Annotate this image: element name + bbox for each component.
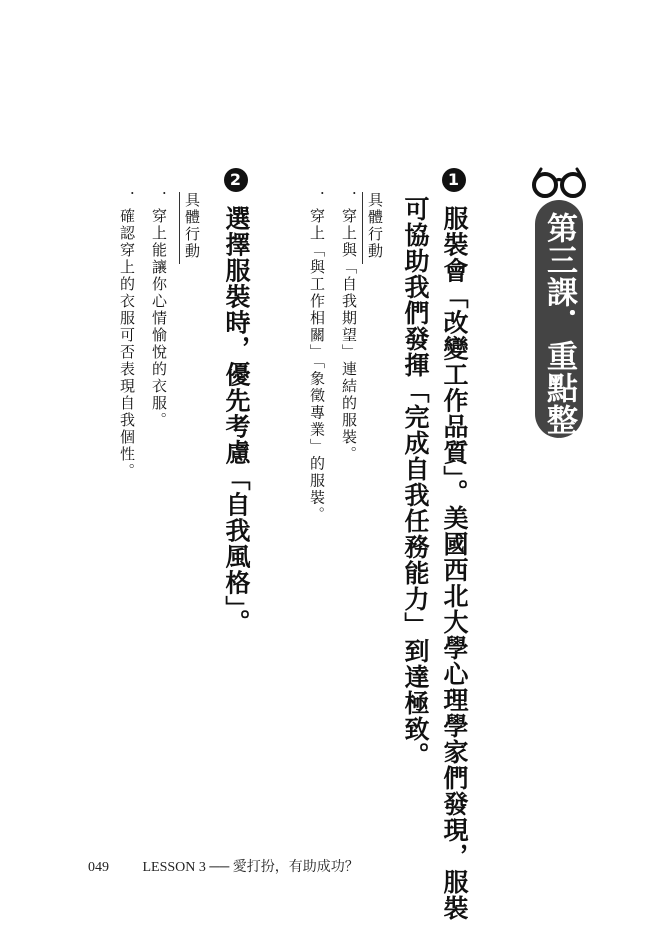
point-2-line-1 — [221, 168, 251, 635]
point-2-action-2: ．確認穿上的衣服可否表現自我個性。 — [118, 191, 136, 480]
point-1-action-divider — [362, 192, 363, 264]
running-head: LESSON 3 ── 愛打扮，有助成功？ — [142, 860, 359, 875]
point-2-action-1: ．穿上能讓你心情愉悅的衣服。 — [150, 191, 168, 429]
point-1-action-2: ．穿上「與工作相關」「象徵專業」的服裝。 — [308, 191, 326, 524]
point-1-text-1: 服裝會「改變工作品質」。美國西北大學心理學家們發現，服裝 — [440, 205, 469, 922]
point-2-action-label: 具體行動 — [183, 192, 201, 260]
page-footer — [88, 856, 359, 876]
point-1-line-2: 可協助我們發揮「完成自我任務能力」到達極致。 — [401, 196, 430, 768]
point-1-number-badge: 1 — [442, 168, 466, 192]
point-1-line-1 — [439, 168, 469, 921]
point-1-action-1: ．穿上與「自我期望」連結的服裝。 — [340, 191, 358, 463]
page-number: 049 — [88, 860, 109, 875]
point-2-number-badge: 2 — [224, 168, 248, 192]
point-2-text-1: 選擇服裝時，優先考慮「自我風格」。 — [222, 205, 251, 636]
point-1-action-label: 具體行動 — [366, 192, 384, 260]
point-2-action-divider — [179, 192, 180, 264]
glasses-icon — [531, 165, 587, 199]
section-title-badge — [535, 200, 583, 468]
section-title: 第三課．重點整理 — [541, 212, 577, 468]
